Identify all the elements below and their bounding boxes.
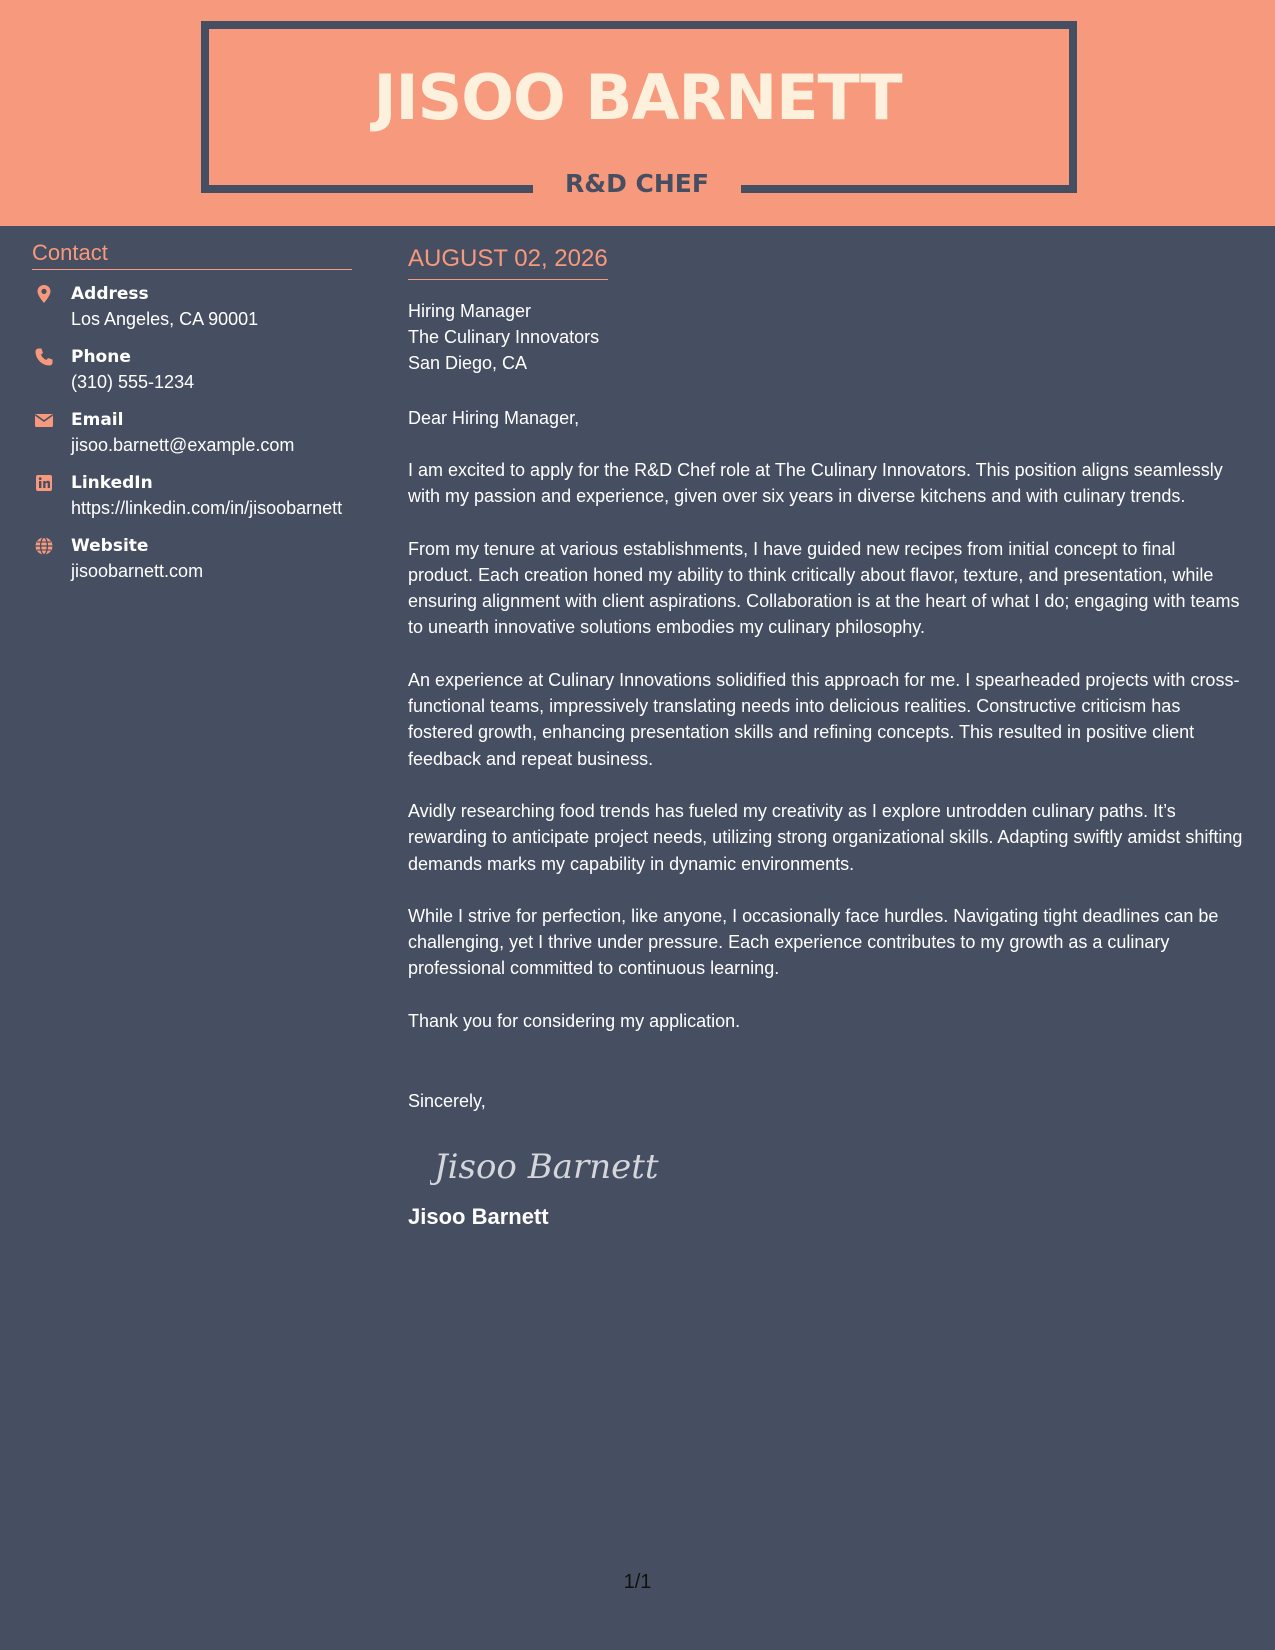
body-paragraph: While I strive for perfection, like anyone, I occasionally face hurdles. Navigating tight deadlines can be challenging, yet I thrive under pressure. Each experience contributes to my growth as a culinary professional committed to continuous learning. — [408, 905, 1219, 979]
handwritten-signature — [430, 1134, 1243, 1194]
thank-you-line: Thank you for considering my application. — [408, 1010, 741, 1031]
linkedin-value: https://linkedin.com/in/jisoobarnett — [71, 498, 343, 518]
recipient-line: The Culinary Innovators — [408, 327, 600, 347]
contact-linkedin — [32, 471, 352, 521]
candidate-name: JISOO BARNETT — [373, 61, 902, 134]
contact-email — [32, 408, 352, 458]
recipient-block — [408, 298, 1243, 376]
letter-date: AUGUST 02, 2026 — [408, 245, 608, 272]
website-label: Website — [71, 536, 149, 556]
recipient-line: Hiring Manager — [408, 301, 532, 321]
role-title: R&D CHEF — [565, 169, 709, 198]
linkedin-icon — [34, 473, 54, 493]
body-paragraph: I am excited to apply for the R&D Chef role at The Culinary Innovators. This position aligns seamlessly with my passion and experience, given over six years in diverse kitchens and with culinary trends. — [408, 460, 1223, 507]
address-value: Los Angeles, CA 90001 — [71, 309, 259, 329]
address-label: Address — [71, 284, 149, 304]
signature-image — [430, 1134, 660, 1194]
phone-icon — [34, 347, 54, 367]
contact-website — [32, 534, 352, 584]
recipient-line: San Diego, CA — [408, 353, 528, 373]
email-label: Email — [71, 410, 124, 430]
body-paragraph: Avidly researching food trends has fueled my creativity as I explore untrodden culinary paths. It’s rewarding to anticipate project needs, utilizing strong organizational skills. Adapting swiftly amidst shifting demands marks my capability in dynamic environments. — [408, 800, 1243, 874]
contact-address — [32, 282, 352, 332]
email-value: jisoo.barnett@example.com — [71, 435, 295, 455]
contact-phone — [32, 345, 352, 395]
page-number: 1/1 — [623, 1571, 652, 1593]
map-pin-icon — [34, 284, 54, 304]
letter-body — [408, 244, 1243, 1230]
signer-name: Jisoo Barnett — [408, 1203, 549, 1229]
closing-line: Sincerely, — [408, 1090, 486, 1111]
header-banner — [0, 0, 1275, 226]
globe-icon — [34, 536, 54, 556]
contact-heading: Contact — [32, 240, 352, 270]
envelope-icon — [34, 410, 54, 430]
linkedin-label: LinkedIn — [71, 473, 153, 493]
date-block — [408, 244, 608, 280]
salutation: Dear Hiring Manager, — [408, 408, 580, 428]
body-paragraph: From my tenure at various establishments, I have guided new recipes from initial concept to final product. Each creation honed my ability to think critically about flavor, texture, and presentation, while ensuring alignment with client aspirations. Collaboration is at the heart of what I do; engaging with teams to unearth innovative solutions embodies my culinary philosophy. — [408, 538, 1240, 638]
role-title-box — [533, 160, 741, 208]
website-value: jisoobarnett.com — [71, 561, 204, 581]
phone-label: Phone — [71, 347, 131, 367]
contact-sidebar — [32, 240, 352, 597]
svg-text:Jisoo Barnett: Jisoo Barnett — [434, 1146, 659, 1187]
phone-value: (310) 555-1234 — [71, 372, 195, 392]
body-paragraph: An experience at Culinary Innovations solidified this approach for me. I spearheaded projects with cross-functional teams, impressively translating needs into delicious realities. Constructive criticism has fostered growth, enhancing presentation skills and refining concepts. This resulted in positive client feedback and repeat business. — [408, 669, 1240, 769]
